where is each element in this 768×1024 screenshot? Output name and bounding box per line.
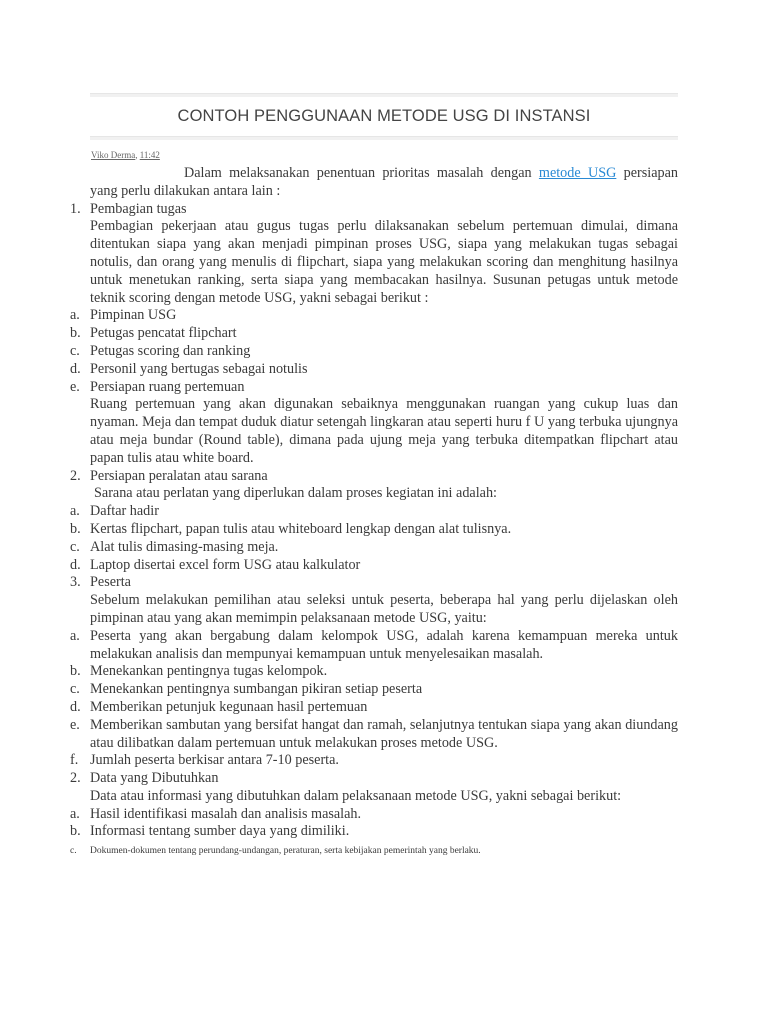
section-heading-text: Pembagian tugas [90,200,187,217]
list-item [70,842,678,860]
list-marker: e. [70,378,80,395]
list-item [70,343,678,361]
list-marker: a. [70,503,80,520]
list-item-text: Menekankan pentingnya tugas kelompok. [90,663,328,680]
section-heading-4 [70,770,678,788]
list-item-text: Petugas pencatat flipchart [90,325,237,342]
list-marker: c. [70,538,80,555]
list-item-text: Pimpinan USG [90,307,177,324]
section-2-paragraph: Sarana atau perlatan yang diperlukan dalam proses kegiatan ini adalah: [94,485,497,502]
list-item [70,361,678,379]
list-item [70,379,678,397]
list-item [70,521,678,539]
list-item [70,823,678,841]
list-item [70,681,678,699]
list-item [70,628,678,664]
timestamp-link[interactable]: 11:42 [139,150,160,160]
list-marker: b. [70,520,81,537]
list-item [70,307,678,325]
list-item-text: Menekankan pentingnya sumbangan pikiran setiap peserta [90,681,423,698]
post-meta [91,150,160,160]
section-heading-2 [70,468,678,486]
meta-separator: , [135,150,140,160]
list-item [70,325,678,343]
list-marker: d. [70,360,81,377]
post-title: CONTOH PENGGUNAAN METODE USG DI INSTANSI [177,107,591,125]
list-item-text: Memberikan petunjuk kegunaan hasil pertemuan [90,698,368,715]
metode-usg-link[interactable]: metode USG [538,165,617,181]
list-marker: b. [70,823,81,840]
section-heading-text: Peserta [90,574,131,591]
list-marker: b. [70,663,81,680]
section-heading-text: Persiapan peralatan atau sarana [90,467,268,484]
room-paragraph: Ruang pertemuan yang akan digunakan sebaiknya menggunakan ruangan yang cukup luas dan nyaman. Meja dan tempat duduk diatur setengah lingkaran atau seperti huru f U yang terbuka ujungnya atau meja bundar (Round table), dimana pada ujung meja yang terbuka ditempatkan flipchart atau papan tulis atau white board. [90,396,678,466]
title-top-rule [90,93,678,97]
list-marker: d. [70,698,81,715]
list-marker: d. [70,556,81,573]
list-item-text: Persiapan ruang pertemuan [90,378,245,395]
list-item [70,539,678,557]
list-item-text: Hasil identifikasi masalah dan analisis masalah. [90,805,362,822]
intro-text: Dalam melaksanakan penentuan prioritas masalah dengan [184,165,539,181]
list-item [70,752,678,770]
list-marker: f. [70,752,79,769]
list-item [70,806,678,824]
post-body [70,165,678,860]
section-1-paragraph: Pembagian pekerjaan atau gugus tugas perlu dilaksanakan sebelum pertemuan dimulai, dimana ditentukan siapa yang akan menjadi pimpinan proses USG, siapa yang melakukan tugas sebagai notulis, dan orang yang menulis di flipchart, siapa yang melakukan scoring dan menghitung hasilnya untuk menetukan ranking, serta siapa yang membacakan hasilnya. Susunan petugas untuk metode teknik scoring dengan metode USG, yakni sebagai berikut : [90,218,678,306]
list-item-text: Petugas scoring dan ranking [90,342,251,359]
list-item-text: Personil yang bertugas sebagai notulis [90,360,308,377]
list-item-text: Daftar hadir [90,503,159,520]
section-heading-3 [70,574,678,592]
title-bottom-rule [90,136,678,140]
author-link[interactable]: Viko Derma [91,150,136,160]
list-marker: c. [70,342,80,359]
list-marker: e. [70,716,80,733]
list-item [70,557,678,575]
list-item-text: Kertas flipchart, papan tulis atau whiteboard lengkap dengan alat tulisnya. [90,520,512,537]
section-3-paragraph: Sebelum melakukan pemilihan atau seleksi untuk peserta, beberapa hal yang perlu dijelaskan oleh pimpinan atau yang akan memimpin pelaksanaan metode USG, yaitu: [90,592,678,626]
list-marker: b. [70,325,81,342]
list-marker: 2. [70,770,81,787]
list-marker: 1. [70,200,81,217]
list-marker: c. [70,681,80,698]
list-item-text: Informasi tentang sumber daya yang dimiliki. [90,823,350,840]
list-marker: c. [70,846,77,857]
intro-paragraph [70,165,678,201]
list-marker: a. [70,307,80,324]
section-4-paragraph: Data atau informasi yang dibutuhkan dalam pelaksanaan metode USG, yakni sebagai berikut: [90,787,622,804]
list-item-text: Peserta yang akan bergabung dalam kelompok USG, adalah karena kemampuan mereka untuk melakukan analisis dan mempunyai kemampuan untuk menyelesaikan masalah. [90,627,678,662]
list-marker: a. [70,627,80,644]
list-item-text: Jumlah peserta berkisar antara 7-10 peserta. [90,752,339,769]
list-marker: 3. [70,574,81,591]
intro-text-end: persiapan yang perlu dilakukan antara lain : [90,165,678,199]
section-heading-1 [70,201,678,219]
list-item-text: Dokumen-dokumen tentang perundang-undangan, peraturan, serta kebijakan pemerintah yang berlaku. [90,846,481,857]
list-item-text: Laptop disertai excel form USG atau kalkulator [90,556,361,573]
list-marker: 2. [70,467,81,484]
list-item [70,717,678,753]
list-item [70,663,678,681]
section-heading-text: Data yang Dibutuhkan [90,770,219,787]
list-item-text: Alat tulis dimasing-masing meja. [90,538,279,555]
list-item [70,699,678,717]
list-item [70,503,678,521]
list-marker: a. [70,805,80,822]
list-item-text: Memberikan sambutan yang bersifat hangat dan ramah, selanjutnya tentukan siapa yang akan diundang atau dilibatkan dalam pertemuan untuk melakukan proses metode USG. [90,716,678,751]
